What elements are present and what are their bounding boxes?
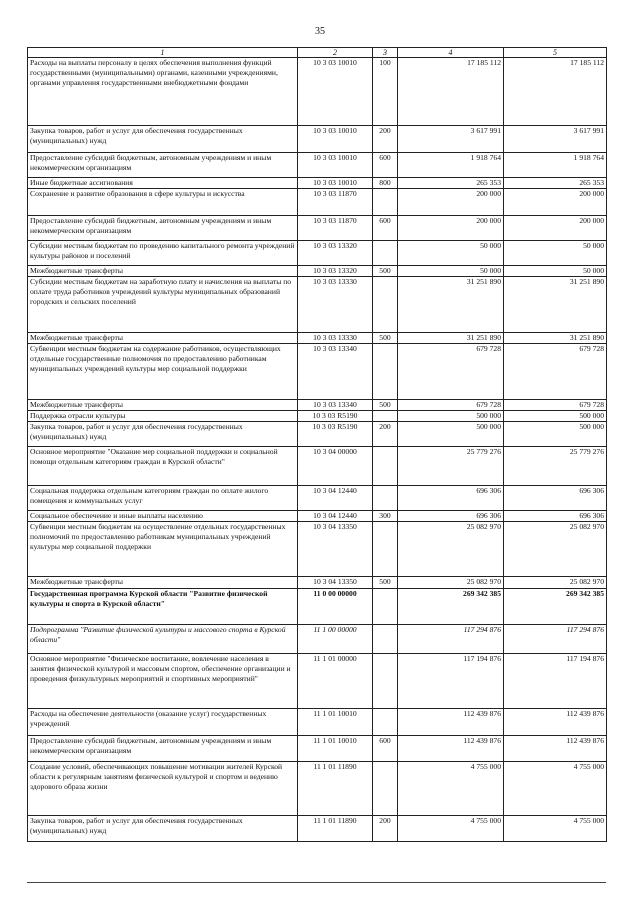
table-row [28,709,607,736]
row-type-cell: 600 [373,736,398,762]
row-amount2-cell: 269 342 385 [504,589,607,625]
table-row [28,422,607,447]
row-type-cell [373,654,398,709]
row-name-cell: Расходы на выплаты персоналу в целях обеспечения выполнения функций государственными (муниципальными) органами, казенными учреждениями, органами управления государственными внебюджетными фондами [28,58,298,126]
row-amount2-cell: 200 000 [504,216,607,241]
col-header-1: 1 [28,48,298,58]
row-amount2-cell: 1 918 764 [504,153,607,178]
row-name-cell: Закупка товаров, работ и услуг для обеспечения государственных (муниципальных) нужд [28,422,298,447]
row-amount2-cell: 50 000 [504,266,607,277]
row-amount-cell: 1 918 764 [398,153,504,178]
row-name-cell: Социальная поддержка отдельным категориям граждан по оплате жилого помещения и коммунальных услуг [28,486,298,511]
row-name-cell: Межбюджетные трансферты [28,577,298,589]
table-row [28,816,607,842]
row-amount2-cell: 25 082 970 [504,577,607,589]
row-amount-cell: 4 755 000 [398,762,504,816]
row-amount-cell: 3 617 991 [398,126,504,153]
table-row [28,511,607,522]
table-row [28,58,607,126]
row-type-cell: 500 [373,577,398,589]
row-code-cell: 10 3 03 13330 [298,277,373,333]
row-code-cell: 10 3 03 13320 [298,241,373,266]
col-header-4: 4 [398,48,504,58]
row-type-cell [373,709,398,736]
row-code-cell: 11 1 00 00000 [298,625,373,654]
row-type-cell: 200 [373,126,398,153]
row-type-cell [373,625,398,654]
row-amount2-cell: 679 728 [504,344,607,400]
row-amount-cell: 269 342 385 [398,589,504,625]
table-row [28,277,607,333]
row-amount-cell: 31 251 890 [398,333,504,344]
row-name-cell: Субсидии местным бюджетам по проведению капитального ремонта учреждений культуры районов и поселений [28,241,298,266]
row-name-cell: Иные бюджетные ассигнования [28,178,298,189]
row-amount2-cell: 200 000 [504,189,607,216]
table-row [28,189,607,216]
row-name-cell: Основное мероприятие "Оказание мер социальной поддержки и социальной помощи отдельным категориям граждан в Курской области" [28,447,298,486]
row-type-cell [373,189,398,216]
row-type-cell: 500 [373,400,398,411]
table-row [28,400,607,411]
row-amount2-cell: 265 353 [504,178,607,189]
row-name-cell: Государственная программа Курской области "Развитие физической культуры и спорта в Курской области" [28,589,298,625]
row-amount2-cell: 31 251 890 [504,333,607,344]
table-row [28,344,607,400]
table-row [28,266,607,277]
row-name-cell: Основное мероприятие "Физическое воспитание, вовлечение населения в занятия физической культурой и массовым спортом, обеспечение организации и проведения физкультурных мероприятий и спортивных мероприятий" [28,654,298,709]
row-amount-cell: 200 000 [398,216,504,241]
row-name-cell: Предоставление субсидий бюджетным, автономным учреждениям и иным некоммерческим организациям [28,736,298,762]
row-amount2-cell: 25 779 276 [504,447,607,486]
row-type-cell: 500 [373,333,398,344]
row-amount-cell: 25 779 276 [398,447,504,486]
row-amount2-cell: 112 439 876 [504,736,607,762]
row-amount2-cell: 4 755 000 [504,816,607,842]
row-code-cell: 10 3 03 11870 [298,216,373,241]
row-code-cell: 10 3 03 13340 [298,400,373,411]
row-type-cell [373,344,398,400]
col-header-2: 2 [298,48,373,58]
row-type-cell: 600 [373,153,398,178]
row-type-cell: 100 [373,58,398,126]
row-amount-cell: 200 000 [398,189,504,216]
row-code-cell: 10 3 03 13340 [298,344,373,400]
row-code-cell: 10 3 04 13350 [298,577,373,589]
row-name-cell: Расходы на обеспечение деятельности (оказание услуг) государственных учреждений [28,709,298,736]
row-amount-cell: 112 439 876 [398,709,504,736]
col-header-3: 3 [373,48,398,58]
row-amount2-cell: 500 000 [504,411,607,422]
row-code-cell: 10 3 03 10010 [298,178,373,189]
row-amount-cell: 500 000 [398,411,504,422]
table-row [28,486,607,511]
row-type-cell: 300 [373,511,398,522]
row-name-cell: Межбюджетные трансферты [28,266,298,277]
table-header-row [28,48,607,58]
row-type-cell [373,589,398,625]
row-amount-cell: 696 306 [398,511,504,522]
table-row [28,589,607,625]
row-name-cell: Субвенции местным бюджетам на осуществление отдельных государственных полномочий по предоставлению работникам муниципальных учреждений культуры мер социальной поддержки [28,522,298,577]
row-type-cell: 200 [373,422,398,447]
row-name-cell: Межбюджетные трансферты [28,333,298,344]
table-row [28,654,607,709]
row-amount-cell: 265 353 [398,178,504,189]
row-amount2-cell: 31 251 890 [504,277,607,333]
row-amount-cell: 50 000 [398,266,504,277]
row-amount-cell: 117 294 876 [398,625,504,654]
row-amount-cell: 117 194 876 [398,654,504,709]
row-code-cell: 10 3 04 13350 [298,522,373,577]
row-type-cell [373,486,398,511]
row-type-cell: 500 [373,266,398,277]
row-type-cell [373,447,398,486]
row-code-cell: 10 3 03 R5190 [298,411,373,422]
bottom-rule [27,882,606,883]
row-amount-cell: 25 082 970 [398,577,504,589]
row-amount-cell: 500 000 [398,422,504,447]
row-name-cell: Создание условий, обеспечивающих повышение мотивации жителей Курской области к регулярным занятиям физической культурой и спортом и ведению здорового образа жизни [28,762,298,816]
row-amount2-cell: 112 439 876 [504,709,607,736]
row-amount-cell: 31 251 890 [398,277,504,333]
row-amount2-cell: 679 728 [504,400,607,411]
row-amount2-cell: 500 000 [504,422,607,447]
row-code-cell: 11 1 01 11890 [298,762,373,816]
row-code-cell: 11 1 01 00000 [298,654,373,709]
table-row [28,153,607,178]
row-code-cell: 10 3 03 10010 [298,126,373,153]
row-type-cell: 600 [373,216,398,241]
row-amount-cell: 4 755 000 [398,816,504,842]
row-amount2-cell: 50 000 [504,241,607,266]
row-name-cell: Предоставление субсидий бюджетным, автономным учреждениям и иным некоммерческим организациям [28,153,298,178]
row-name-cell: Субвенции местным бюджетам на содержание работников, осуществляющих отдельные государственные полномочия по предоставлению работникам муниципальных учреждений культуры мер социальной поддержки [28,344,298,400]
table-row [28,178,607,189]
row-code-cell: 10 3 03 R5190 [298,422,373,447]
row-code-cell: 11 1 01 10010 [298,709,373,736]
row-name-cell: Предоставление субсидий бюджетным, автономным учреждениям и иным некоммерческим организациям [28,216,298,241]
table-row [28,577,607,589]
row-amount2-cell: 4 755 000 [504,762,607,816]
table-row [28,216,607,241]
row-type-cell: 800 [373,178,398,189]
table-row [28,625,607,654]
row-type-cell [373,762,398,816]
row-name-cell: Социальное обеспечение и иные выплаты населению [28,511,298,522]
row-name-cell: Подпрограмма "Развитие физической культуры и массового спорта в Курской области" [28,625,298,654]
row-code-cell: 10 3 03 13320 [298,266,373,277]
row-code-cell: 11 1 01 11890 [298,816,373,842]
row-name-cell: Закупка товаров, работ и услуг для обеспечения государственных (муниципальных) нужд [28,816,298,842]
row-amount2-cell: 117 194 876 [504,654,607,709]
row-type-cell [373,411,398,422]
row-amount2-cell: 3 617 991 [504,126,607,153]
table-row [28,762,607,816]
row-type-cell: 200 [373,816,398,842]
row-amount-cell: 17 185 112 [398,58,504,126]
row-amount-cell: 25 082 970 [398,522,504,577]
row-code-cell: 10 3 03 13330 [298,333,373,344]
row-amount-cell: 112 439 876 [398,736,504,762]
row-code-cell: 10 3 03 11870 [298,189,373,216]
row-code-cell: 10 3 04 12440 [298,486,373,511]
row-code-cell: 10 3 04 12440 [298,511,373,522]
row-name-cell: Поддержка отрасли культуры [28,411,298,422]
row-amount2-cell: 17 185 112 [504,58,607,126]
col-header-5: 5 [504,48,607,58]
row-code-cell: 10 3 04 00000 [298,447,373,486]
row-type-cell [373,241,398,266]
row-amount2-cell: 117 294 876 [504,625,607,654]
table-row [28,241,607,266]
row-code-cell: 11 1 01 10010 [298,736,373,762]
row-type-cell [373,277,398,333]
row-name-cell: Сохранение и развитие образования в сфере культуры и искусства [28,189,298,216]
row-code-cell: 10 3 03 10010 [298,153,373,178]
budget-table [27,47,607,842]
page-number: 35 [315,26,325,37]
row-amount2-cell: 696 306 [504,486,607,511]
row-amount-cell: 679 728 [398,344,504,400]
row-amount-cell: 679 728 [398,400,504,411]
row-amount2-cell: 696 306 [504,511,607,522]
table-row [28,736,607,762]
table-row [28,522,607,577]
row-amount-cell: 696 306 [398,486,504,511]
row-name-cell: Субсидии местным бюджетам на заработную плату и начисления на выплаты по оплате труда работников учреждений культуры муниципальных образований городских и сельских поселений [28,277,298,333]
row-name-cell: Закупка товаров, работ и услуг для обеспечения государственных (муниципальных) нужд [28,126,298,153]
row-amount2-cell: 25 082 970 [504,522,607,577]
table-row [28,447,607,486]
row-code-cell: 11 0 00 00000 [298,589,373,625]
row-code-cell: 10 3 03 10010 [298,58,373,126]
row-type-cell [373,522,398,577]
table-row [28,411,607,422]
table-row [28,333,607,344]
row-amount-cell: 50 000 [398,241,504,266]
row-name-cell: Межбюджетные трансферты [28,400,298,411]
table-row [28,126,607,153]
